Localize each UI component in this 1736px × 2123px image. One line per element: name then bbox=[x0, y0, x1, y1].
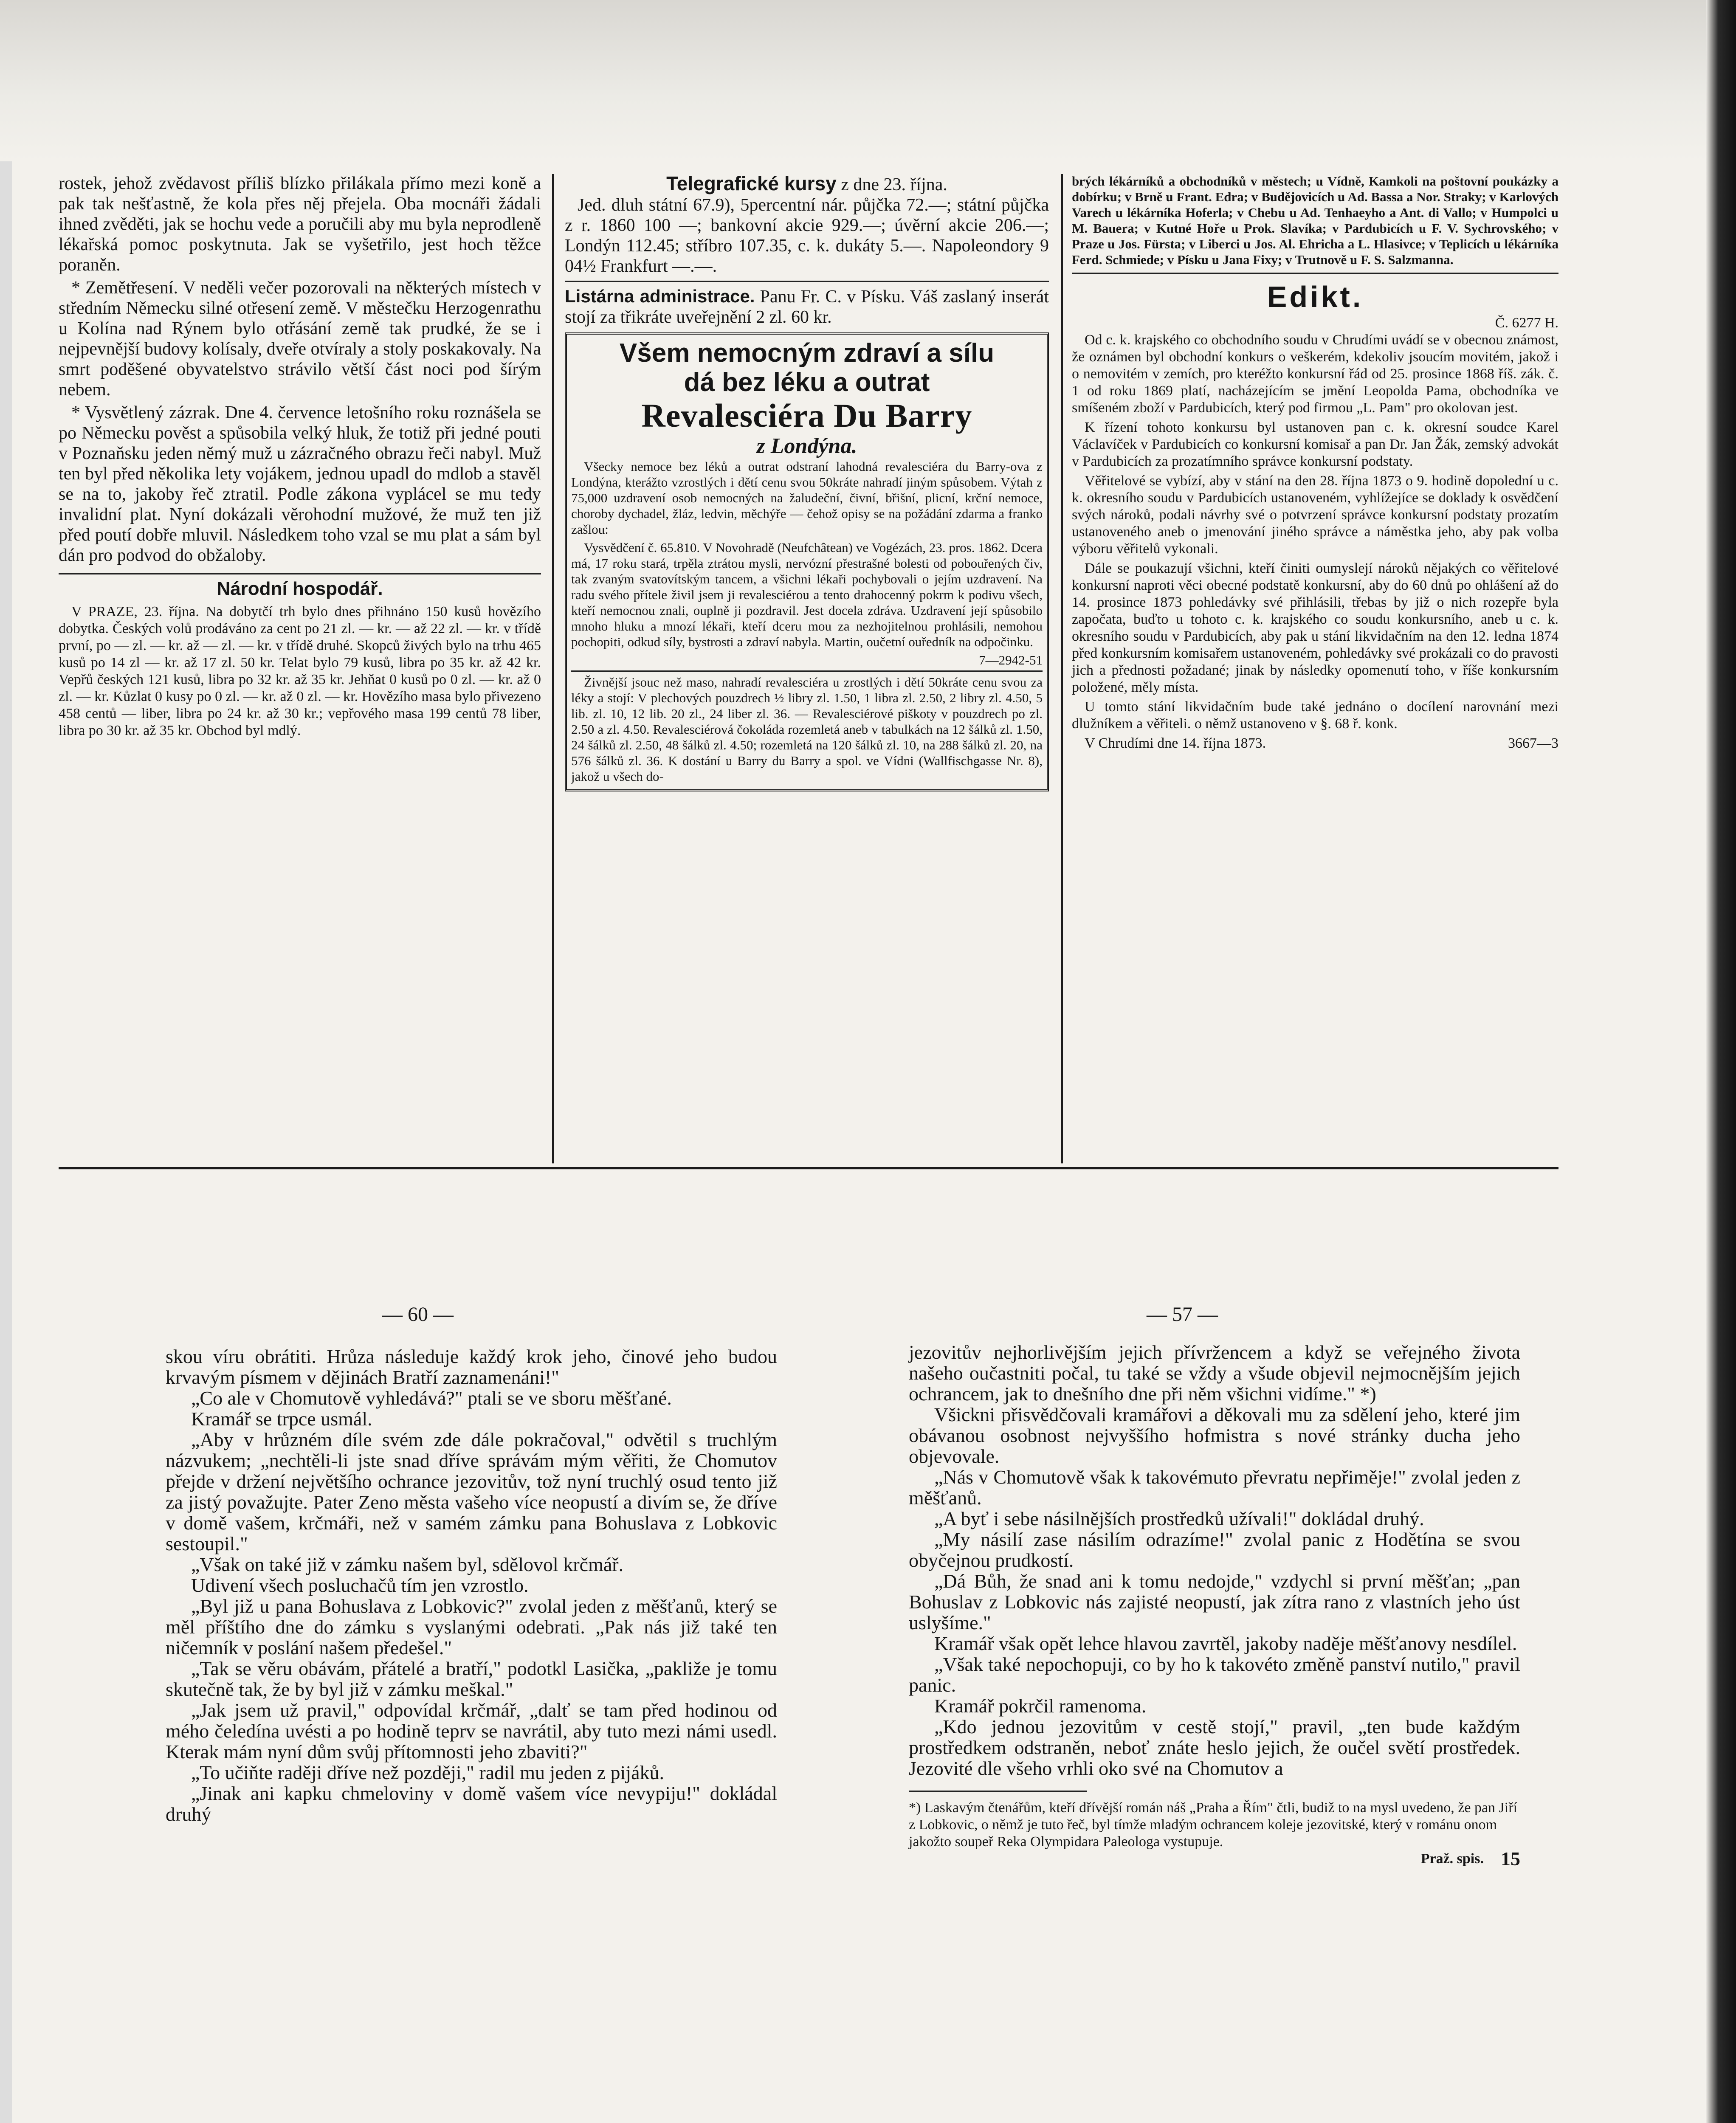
edikt-paragraph: Od c. k. krajského co obchodního soudu v Chrudími uvádí se v obecnou známost, že oznámen byl obchodní konkurs o veškerém, kdekoliv jsoucím movitém, jakož i o nemovitém v zemích, pro kteréžto konkursní řád od 25. prosince 1868 říš. zák. č. 1 od roku 1869 platí, nacházejícím se jmění Leopolda Pama, obchodníka ve smíšeném zboží v Pardubicích, který pod firmou „L. Pam" pro okolovan jest. bbox=[1072, 332, 1558, 416]
edikt-reference: 3667—3 bbox=[1508, 735, 1558, 751]
book-paragraph: Všickni přisvědčovali kramářovi a děkovali mu za sdělení jeho, které jim obávanou osobnost nejvyššího hofmistra s nové stránky ducha jeho objevovale. bbox=[909, 1404, 1520, 1467]
ad-reference: 7—2942-51 bbox=[979, 653, 1043, 667]
edikt-paragraph: U tomto stání likvidačním bude také jednáno o docílení narovnání mezi dlužníkem a věřiteli. o němž ustanoveno v §. 68 ř. konk. bbox=[1072, 699, 1558, 732]
ad-prices: Živnější jsouc než maso, nahradí revalesciéra u zrostlých i dětí 50kráte cenu svou za léky a stojí: V plechových pouzdrech ½ libry zl. 1.50, 1 libra zl. 2.50, 2 libry zl. 4.50, 5 lib. zl. 10, 12 lib. 20 zl., 24 liber zl. 36. — Revalesciérové piškoty v pouzdrech po zl. 2.50 a zl. 4.50. Revalesciérová čokoláda rozemletá aneb v tabulkách na 12 šálků zl. 1.50, 24 šálků zl. 2.50, 48 šálků zl. 4.50; rozemletá na 120 šálků zl. 10, na 288 šálků zl. 20, na 576 šálků zl. 36. K dostání u Barry du Barry a spol. ve Vídni (Wallfischgasse Nr. 8), jakož u všech do- bbox=[571, 675, 1043, 784]
book-paragraph: „To učiňte raději dříve než později," radil mu jeden z pijáků. bbox=[191, 1762, 665, 1783]
right-page-number: — 57 — bbox=[1147, 1303, 1218, 1326]
ad-testimonial: Vysvědčení č. 65.810. V Novohradě (Neufchâtean) ve Vogézách, 23. pros. 1862. Dcera má, 17 roku stará, trpěla ztrátou mysli, nervózní přestrašné bolesti od pobouřených čiv, tak zvaným svatovítským tancem, a všichni lékaři pochybovali o jejím uzdravení. Na radu svého přítele živil jsem ji revalesciérou a tento drahocenný pokrm k podivu všech, kteří nemocnou znali, ouplně ji pozdravil. Jest docela zdráva. Uzdravení její spůsobilo mnoho hluku a mnozí lékaři, kteří dceru mou za nezhojitelnou prohlásili, nemohou pochopiti, odkud síly, bystrosti a zdraví nabyla. Martin, oučetní ouředník na odpočinku. bbox=[571, 540, 1043, 649]
left-page-number: — 60 — bbox=[382, 1303, 454, 1326]
book-paragraph: „Byl již u pana Bohuslava z Lobkovic?" zvolal jeden z měšťanů, který se měl příštího dne do zámku s vyslanými odebrati. „Pak nás již také ten ničemník v poslání našem předešel." bbox=[166, 1595, 777, 1658]
newspaper-column-3 bbox=[1072, 173, 1558, 752]
book-paragraph: Kramář se trpce usmál. bbox=[191, 1408, 372, 1430]
book-paragraph: „Jak jsem už pravil," odpovídal krčmář, „dalť se tam před hodinou od mého čeledína uvésti a po hodině teprv se navrátil, aby tuto mezi námi usedl. Kterak mám nyní dům svůj přítomnosti jeho zbaviti?" bbox=[166, 1699, 777, 1763]
newspaper-column-2 bbox=[565, 173, 1049, 791]
ad-vendors-list: brých lékárníků a obchodníků v městech; u Vídně, Kamkoli na poštovní poukázky a dobírku; v Brně u Frant. Edra; v Budějovicích u Ad. Bassa a Nor. Straky; v Karlových Varech u lékárníka Hoferla; v Chebu u Ad. Tenhaeyho a Ant. di Vallo; v Humpolci u M. Bauera; v Kutné Hoře u Prok. Slavíka; v Pardubicích u F. V. Sychrovského; v Praze u Jos. Fürsta; v Liberci u Jos. Al. Ehricha a L. Hlasivce; v Teplicích u lékárníka Ferd. Schmiede; v Písku u Jana Fixy; v Trutnově u F. S. Salzmanna. bbox=[1072, 174, 1558, 267]
column-rule bbox=[1072, 273, 1558, 274]
book-paragraph: „Tak se věru obávám, přátelé a bratří," podotkl Lasička, „pakliže je tomu skutečně tak, že by byl již v zámku meškal." bbox=[166, 1658, 777, 1700]
edikt-paragraph: Věřitelové se vybízí, aby v stání na den 28. října 1873 o 9. hodině dopolední u c. k. okresního soudu v Pardubicích ustanoveném, vyhlížejíce se doklady k osvědčení svých nároků, podali návrhy své o potvrzení správce konkursní podstaty prozatím ustanoveného aneb o jmenování jiného správce a náměstka jeho, aby pak volba výboru věřitelů vykonali. bbox=[1072, 473, 1558, 557]
scan-right-edge bbox=[1706, 0, 1736, 2123]
book-paragraph: Kramář pokrčil ramenoma. bbox=[934, 1695, 1147, 1717]
column-rule bbox=[59, 573, 541, 574]
edikt-title: Edikt. bbox=[1267, 280, 1364, 313]
column-divider bbox=[1061, 174, 1063, 1163]
news-paragraph: * Zemětřesení. V neděli večer pozorovali na některých místech v středním Německu silné otřesení země. V městečku Herzogenrathu u Kolína nad Rýnem bylo otřásání země tak prudké, že se i nejpevnější budovy kolísaly, dveře otvíraly a stoly poskakovaly. Na smrt poděšené obyvatelstvo strávilo větší část noci pod šírým nebem. bbox=[59, 278, 541, 400]
book-paragraph: skou víru obrátiti. Hrůza následuje každý krok jeho, činové jeho budou krvavým písmem v dějinách Bratří zaznamenáni!" bbox=[166, 1346, 777, 1388]
listarna-title: Listárna administrace. bbox=[565, 286, 755, 306]
bottom-rule bbox=[59, 1167, 1558, 1169]
book-paragraph: „Jinak ani kapku chmeloviny v domě vašem více nevypiju!" dokládal druhý bbox=[166, 1782, 777, 1825]
sheet-number: 15 bbox=[1501, 1848, 1520, 1870]
listarna-text: Panu Fr. C. v Písku. Váš zaslaný inserát stojí za třikráte uveřejnění 2 zl. 60 kr. bbox=[565, 287, 1049, 327]
book-paragraph: „Kdo jednou jezovitům v cestě stojí," pravil, „ten bude každým prostředkem odstraněn, neboť znáte heslo jejich, že oučel světí prostředek. Jezovité dle všeho vrhli oko své na Chomutov a bbox=[909, 1716, 1520, 1779]
ad-body: Všecky nemoce bez léků a outrat odstraní lahodná revalesciéra du Barry-ova z Londýna, kterážto vzrostlých i dětí cenu svou 50kráte nahradí jiným spůsobem. Výtah z 75,000 uzdravení osob nemocných na žaludeční, čivní, břišní, plicní, krční nemoce, choroby dychadel, žláz, ledvin, měchýře — čehož opisy se na požádání zdarma a franko zašlou: bbox=[571, 459, 1043, 537]
footnote-rule bbox=[909, 1791, 1087, 1792]
telegraph-rates: Jed. dluh státní 67.9), 5percentní nár. půjčka 72.—; státní půjčka z r. 1860 100 —; bankovní akcie 929.—; úvěrní akcie 206.—; Londýn 112.45; stříbro 107.35, c. k. dukáty 5.—. Napoleondory 9 04½ Frankfurt —.—. bbox=[565, 195, 1049, 276]
newspaper-column-1 bbox=[59, 173, 541, 742]
scan-left-edge bbox=[0, 0, 12, 2123]
book-paragraph: Kramář však opět lehce hlavou zavrtěl, jakoby naděje měšťanovy nesdílel. bbox=[934, 1633, 1517, 1654]
book-left-page bbox=[166, 1346, 777, 1825]
book-paragraph: „Dá Bůh, že snad ani k tomu nedojde," vzdychl si první měšťan; „pan Bohuslav z Lobkovic nás zajisté neopustí, jak zítra rano z vlastních jeho úst uslyšíme." bbox=[909, 1570, 1520, 1633]
book-paragraph: „Nás v Chomutově však k takovémuto převratu nepřiměje!" zvolal jeden z měšťanů. bbox=[909, 1466, 1520, 1509]
column-rule bbox=[565, 281, 1049, 282]
section-title-narodni-hospodar: Národní hospodář. bbox=[217, 578, 383, 599]
column-divider bbox=[552, 174, 554, 1163]
revalesciere-advertisement bbox=[565, 332, 1049, 791]
book-paragraph: „Aby v hrůzném díle svém zde dále pokračoval," odvětil s truchlým názvukem; „nechtěli-li jste snad dříve správám mým věřiti, že Chomutov přejde v držení největšího ochrance jezovitův, tož nyní truchlý osud tento již za jistý považujte. Pater Zeno města vašeho více neopustí a divím se, že dříve v domě vašem, krčmáři, než v samém zámku pana Bohuslava z Lobkovic sestoupil." bbox=[166, 1429, 777, 1554]
book-footnote: *) Laskavým čtenářům, kteří dřívější román náš „Praha a Řím" čtli, budiž to na mysl uvedeno, že pan Jiří z Lobkovic, o němž je tuto řeč, byl tímže mladým ochrancem koleje jezovitské, který v románu onom jakožto soupeř Reka Olympidara Paleologa vystupuje. bbox=[909, 1800, 1517, 1850]
book-signature-line bbox=[909, 1848, 1520, 1870]
edikt-paragraph: Dále se poukazují všichni, kteří činiti oumyslejí nároků nějakých co věřitelové konkursní naproti věci obecné podstatě konkursní, aby do 60 dnů po ohlášení až do 14. prosince 1873 pohledávky své přihlásili, třebas by již o nich rozepře byla započata, buďto u tohoto c. k. krajského co soudu konkursního, aneb u c. k. okresního soudu v Pardubicích, aby pak u stání likvidačním na den 12. ledna 1874 před konkursním komisařem ustanoveném, pohledávky své prokázali co do pravosti jich a přednosti požadané; jinak by následky opomenutí toho, v říše konkursním položené, měly místa. bbox=[1072, 560, 1558, 695]
book-paragraph: „A byť i sebe násilnějších prostředků užívali!" dokládal druhý. bbox=[934, 1508, 1424, 1529]
ad-brand: Revalesciéra Du Barry bbox=[641, 397, 972, 434]
book-paragraph: jezovitův nejhorlivějším jejich přívržencem a když se veřejného života našeho oučastniti počal, tu také se vždy a všude objevil nejmocnějším jejich ochrancem, jak to dnešního dne při něm všichni vidíme." *) bbox=[909, 1341, 1520, 1405]
edikt-number: Č. 6277 H. bbox=[1495, 315, 1558, 331]
printer-signature: Praž. spis. bbox=[1420, 1851, 1484, 1867]
news-paragraph: rostek, jehož zvědavost příliš blízko přilákala přímo mezi koně a pak tak nešťastně, že kola přes něj přejela. Oba mocnáři žádali ihned zvěděti, jak se hochu vede a poručili aby mu byla neprodleně lékařská pomoc poskytnuta. Jak se vyšetřilo, jest hoch těžce poraněn. bbox=[59, 174, 541, 275]
ad-headline: Všem nemocným zdraví a sílu bbox=[619, 338, 995, 368]
edikt-paragraph: K řízení tohoto konkursu byl ustanoven pan c. k. okresní soudce Karel Václavíček v Pardubicích co konkursní komisař a pan Dr. Jan Žák, zemský advokát v Pardubicích za prozatímního správce konkursní podstaty. bbox=[1072, 420, 1558, 469]
ad-city: z Londýna. bbox=[756, 434, 857, 458]
market-report: V PRAZE, 23. října. Na dobytčí trh bylo dnes přihnáno 150 kusů hovězího dobytka. Českých volů prodáváno za cent po 21 zl. — kr. — až 22 zl. — kr. v třídě první, po — zl. — kr. až — zl. — kr. v třídě druhé. Skopců živých bylo na trhu 465 kusů po 14 zl — kr. až 17 zl. 50 kr. Telat bylo 79 kusů, libra po 35 kr. až 42 kr. Vepřů českých 121 kusů, libra po 32 kr. až 35 kr. Jehňat 0 kusů po 0 zl. — kr. až 0 zl. — kr. Kůzlat 0 kusy po 0 zl. — kr. až 0 zl. — kr. Hovězího masa bylo přivezeno 458 centů — liber, libra po 24 kr. až 30 kr.; vepřového masa 199 centů 78 liber, libra po 30 kr. až 35 kr. Obchod byl mdlý. bbox=[59, 604, 541, 738]
edikt-signature-line bbox=[1072, 735, 1558, 752]
column-rule bbox=[571, 670, 1043, 672]
book-paragraph: „Co ale v Chomutově vyhledává?" ptali se ve sboru měšťané. bbox=[191, 1387, 672, 1409]
news-paragraph: * Vysvětlený zázrak. Dne 4. července letošního roku roznášela se po Německu pověst a spůsobila velký hluk, že totiž při jedné pouti v Poznaňsku jeden němý muž u zázračného obrazu řeči nabyl. Muž ten byl před několika lety vojákem, jednou upadl do mdlob a stavěl se na to, jakoby řeč ztratil. Podle zákona vyplácel se mu tedy invalidní plat. Nyní dokázali věrohodní mužové, že muž ten již před poutí dobře mluvil. Následkem toho vzal se mu plat a sám byl dán pro podvod do obžaloby. bbox=[59, 403, 541, 565]
telegraph-title: Telegrafické kursy bbox=[666, 172, 837, 194]
book-right-page bbox=[909, 1341, 1520, 1870]
book-paragraph: „Však také nepochopuji, co by ho k takovéto změně panství nutilo," pravil panic. bbox=[909, 1653, 1520, 1696]
book-paragraph: „Však on také již v zámku našem byl, sdělovol krčmář. bbox=[191, 1554, 624, 1575]
ad-subheadline: dá bez léku a outrat bbox=[684, 368, 930, 397]
book-paragraph: Udivení všech posluchačů tím jen vzrostlo. bbox=[191, 1574, 529, 1596]
edikt-place-date: V Chrudími dne 14. října 1873. bbox=[1085, 735, 1266, 751]
book-paragraph: „My násilí zase násilím odrazíme!" zvolal panic z Hodětína se svou obyčejnou prudkostí. bbox=[909, 1529, 1520, 1571]
telegraph-date: z dne 23. října. bbox=[841, 175, 947, 194]
scan-top-shadow bbox=[0, 0, 1736, 161]
